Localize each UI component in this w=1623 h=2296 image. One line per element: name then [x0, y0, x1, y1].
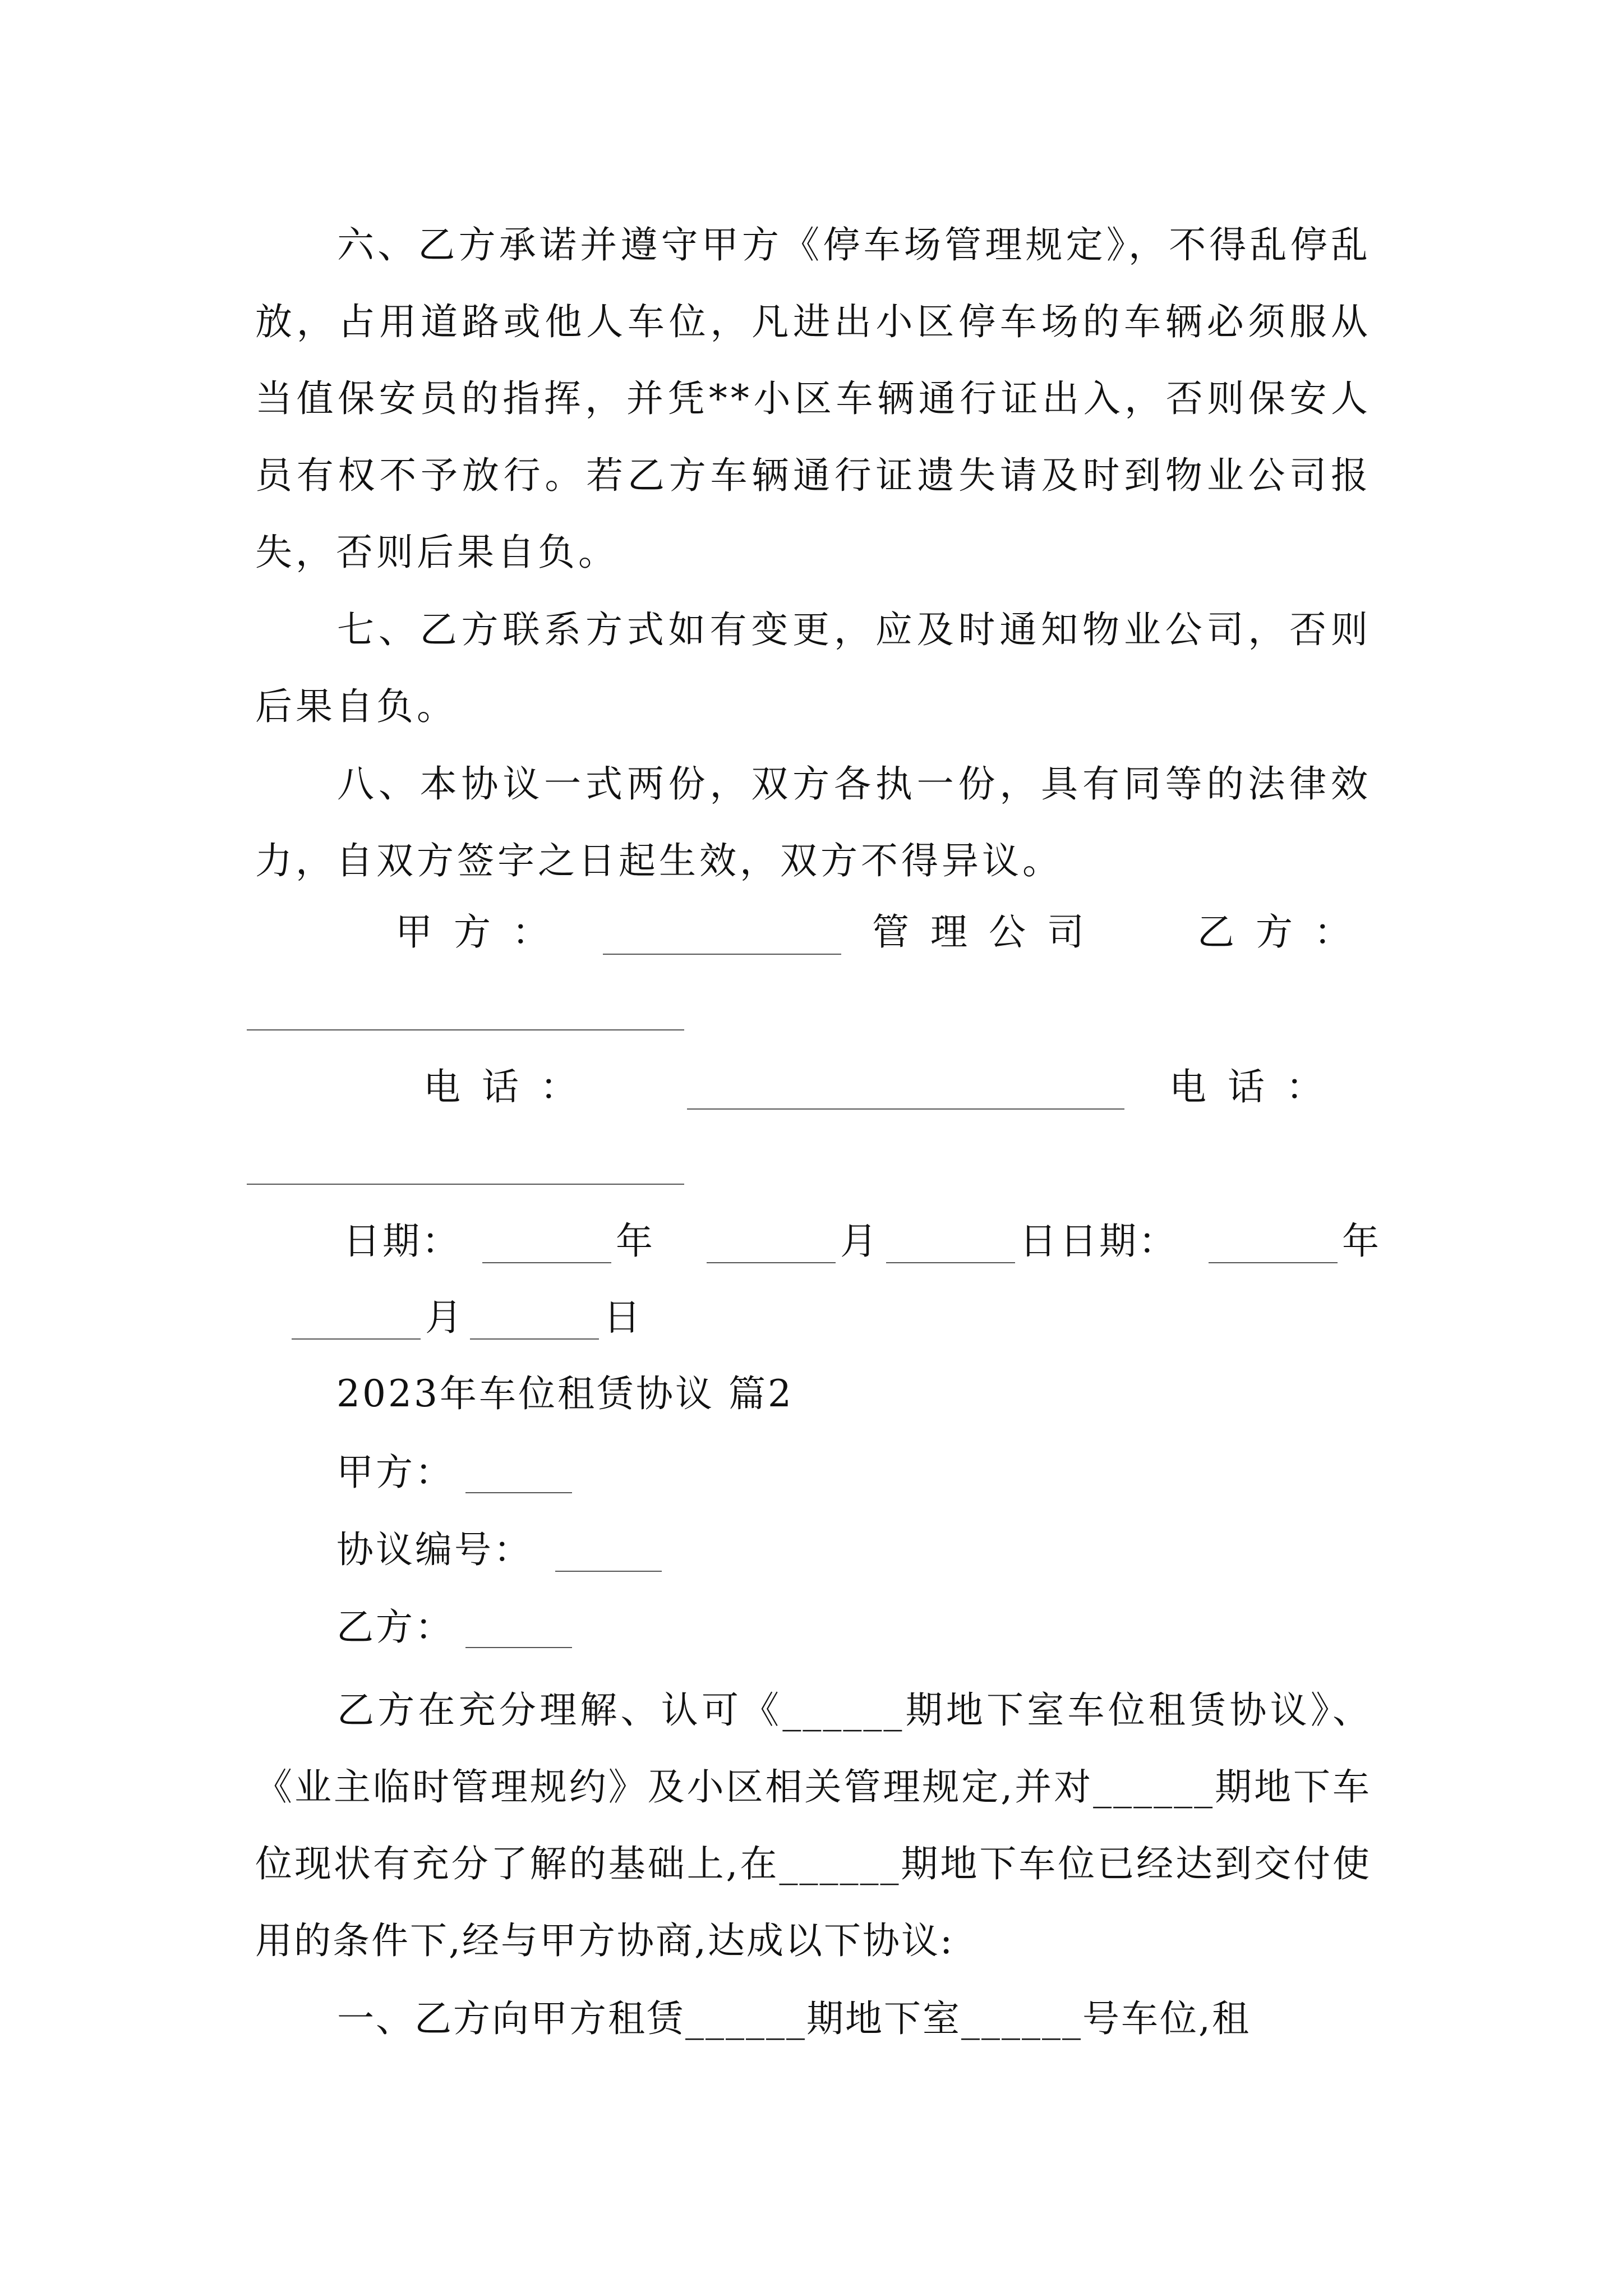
- phone-a-label: 电话：: [423, 1065, 598, 1108]
- section-7-paragraph: 七、乙方联系方式如有变更，应及时通知物业公司，否则后果自负。: [255, 608, 1371, 728]
- date-b-year-blank: [1209, 1262, 1338, 1263]
- intro-paragraph: 乙方在充分理解、认可《______期地下室车位租赁协议》、《业主临时管理规约》及小区相关管理规定,并对______期地下车位现状有充分了解的基础上,在______期地下车位已经达到交付使用的条件下,经与甲方协商,达成以下协议:: [255, 1688, 1371, 1962]
- date-a-label: 日期：: [343, 1220, 461, 1263]
- party-b-field-blank: [465, 1647, 572, 1648]
- party-b-label: 乙方：: [1197, 910, 1372, 954]
- party-a-label: 甲方：: [395, 910, 570, 954]
- date-a-month-blank: [707, 1262, 836, 1263]
- date-b-day-blank: [470, 1338, 599, 1340]
- phone-a-blank: [687, 1108, 1124, 1110]
- phone-b-label: 电话：: [1169, 1065, 1344, 1108]
- date-b-month: 月: [425, 1296, 464, 1339]
- party-b-blank: [247, 1029, 684, 1030]
- date-a-year: 年: [616, 1220, 655, 1263]
- date-b-month-blank: [292, 1338, 421, 1340]
- date-a-year-blank: [482, 1262, 611, 1263]
- agreement-number-label: 协议编号：: [336, 1528, 533, 1571]
- section-title: 2023年车位租赁协议 篇2: [336, 1372, 794, 1415]
- agreement-number-blank: [555, 1571, 662, 1572]
- date-b-day: 日: [603, 1296, 643, 1339]
- section-6-paragraph: 六、乙方承诺并遵守甲方《停车场管理规定》，不得乱停乱放，占用道路或他人车位，凡进出小区停车场的车辆必须服从当值保安员的指挥，并凭**小区车辆通行证出入，否则保安人员有权不予放行。若乙方车辆通行证遗失请及时到物业公司报失，否则后果自负。: [255, 223, 1371, 574]
- management-company-label: 管理公司: [872, 910, 1105, 954]
- date-b-year: 年: [1342, 1220, 1381, 1263]
- party-a-blank: [603, 954, 841, 955]
- phone-b-blank: [247, 1184, 684, 1185]
- date-a-day: 日: [1020, 1220, 1059, 1263]
- date-a-day-blank: [886, 1262, 1015, 1263]
- party-a-field-blank: [465, 1492, 572, 1493]
- clause-1-paragraph: 一、乙方向甲方租赁______期地下室______号车位,租: [337, 1997, 1251, 2040]
- party-a-field-label: 甲方：: [336, 1451, 454, 1494]
- party-b-field-label: 乙方：: [336, 1605, 454, 1649]
- date-b-label: 日期：: [1060, 1220, 1178, 1263]
- section-8-paragraph: 八、本协议一式两份，双方各执一份，具有同等的法律效力，自双方签字之日起生效，双方不得异议。: [255, 762, 1371, 882]
- date-a-month: 月: [840, 1220, 879, 1263]
